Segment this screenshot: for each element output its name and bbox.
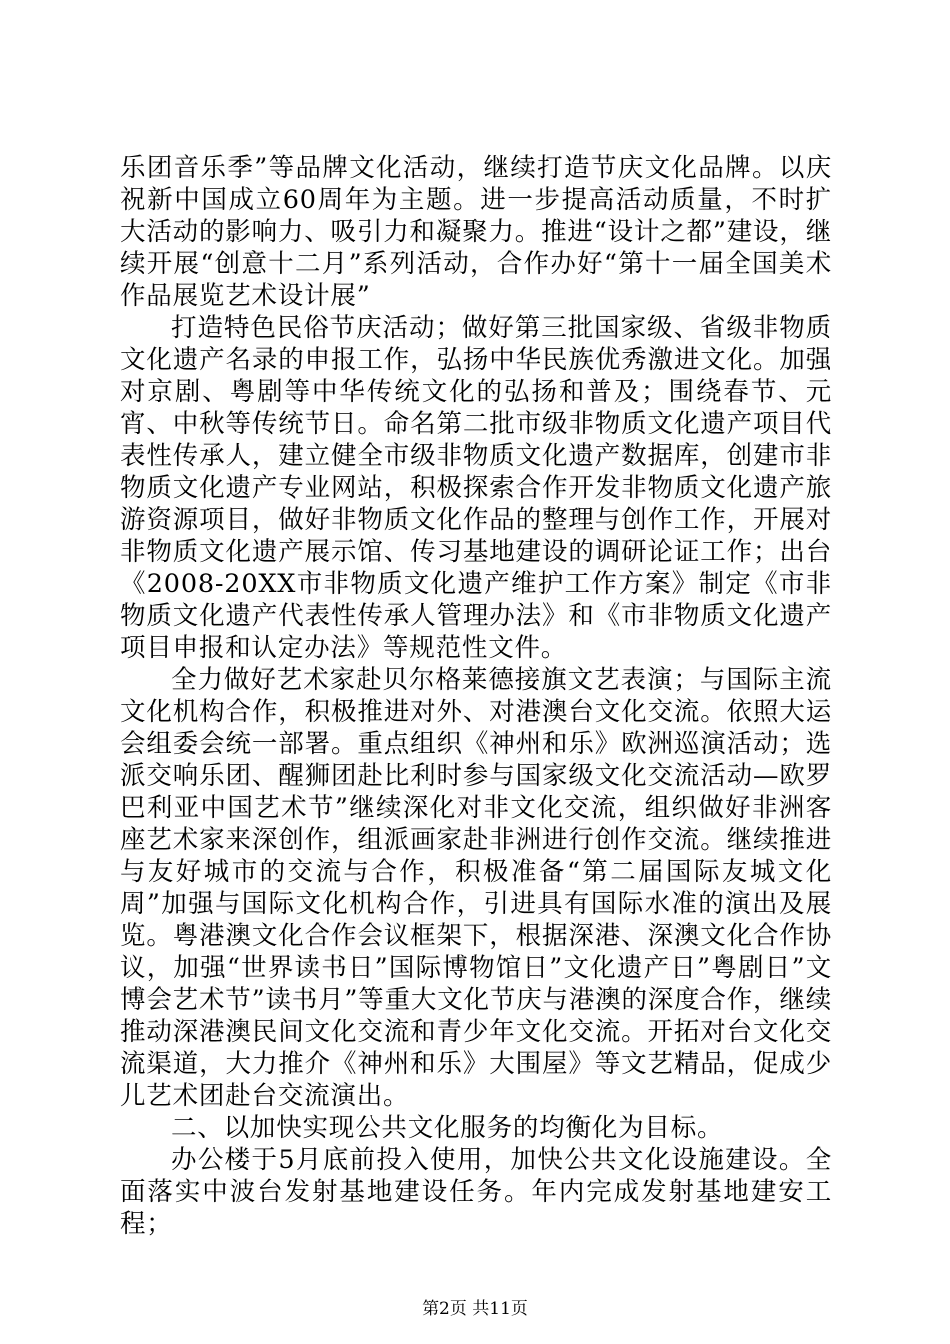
section-heading: 二、以加快实现公共文化服务的均衡化为目标。 [171, 1113, 724, 1143]
paragraph-2: 打造特色民俗节庆活动；做好第三批国家级、省级非物质文化遗产名录的申报工作，弘扬中华民族优秀激进文化。加强对京剧、粤剧等中华传统文化的弘扬和普及；围绕春节、元宵、中秋等传统节日。命名第二批市级非物质文化遗产项目代表性传承人，建立健全市级非物质文化遗产数据库，创建市非物质文化遗产专业网站，积极探索合作开发非物质文化遗产旅游资源项目，做好非物质文化作品的整理与创作工作，开展对非物质文化遗产展示馆、传习基地建设的调研论证工作；出台《2008-20XX市非物质文化遗产维护工作方案》制定《市非物质文化遗产代表性传承人管理办法》和《市非物质文化遗产项目申报和认定办法》等规范性文件。 [120, 313, 832, 663]
paragraph-1: 乐团音乐季”等品牌文化活动，继续打造节庆文化品牌。以庆祝新中国成立60周年为主题。进一步提高活动质量，不时扩大活动的影响力、吸引力和凝聚力。推进“设计之都”建设，继续开展“创意十二月”系列活动，合作办好“第十一届全国美术作品展览艺术设计展” [120, 153, 832, 311]
document-body [120, 152, 832, 1240]
paragraph-4: 办公楼于5月底前投入使用，加快公共文化设施建设。全面落实中波台发射基地建设任务。年内完成发射基地建安工程； [120, 1145, 832, 1239]
page-number-footer: 第2页 共11页 [422, 1299, 528, 1319]
paragraph-3: 全力做好艺术家赴贝尔格莱德接旗文艺表演；与国际主流文化机构合作，积极推进对外、对港澳台文化交流。依照大运会组委会统一部署。重点组织《神州和乐》欧洲巡演活动；选派交响乐团、醒狮团赴比利时参与国家级文化交流活动—欧罗巴利亚中国艺术节”继续深化对非文化交流，组织做好非洲客座艺术家来深创作，组派画家赴非洲进行创作交流。继续推进与友好城市的交流与合作，积极准备“第二届国际友城文化周”加强与国际文化机构合作，引进具有国际水准的演出及展览。粤港澳文化合作会议框架下，根据深港、深澳文化合作协议，加强“世界读书日”国际博物馆日”文化遗产日”粤剧日”文博会艺术节”读书月”等重大文化节庆与港澳的深度合作，继续推动深港澳民间文化交流和青少年文化交流。开拓对台文化交流渠道，大力推介《神州和乐》大围屋》等文艺精品，促成少儿艺术团赴台交流演出。 [120, 665, 832, 1111]
